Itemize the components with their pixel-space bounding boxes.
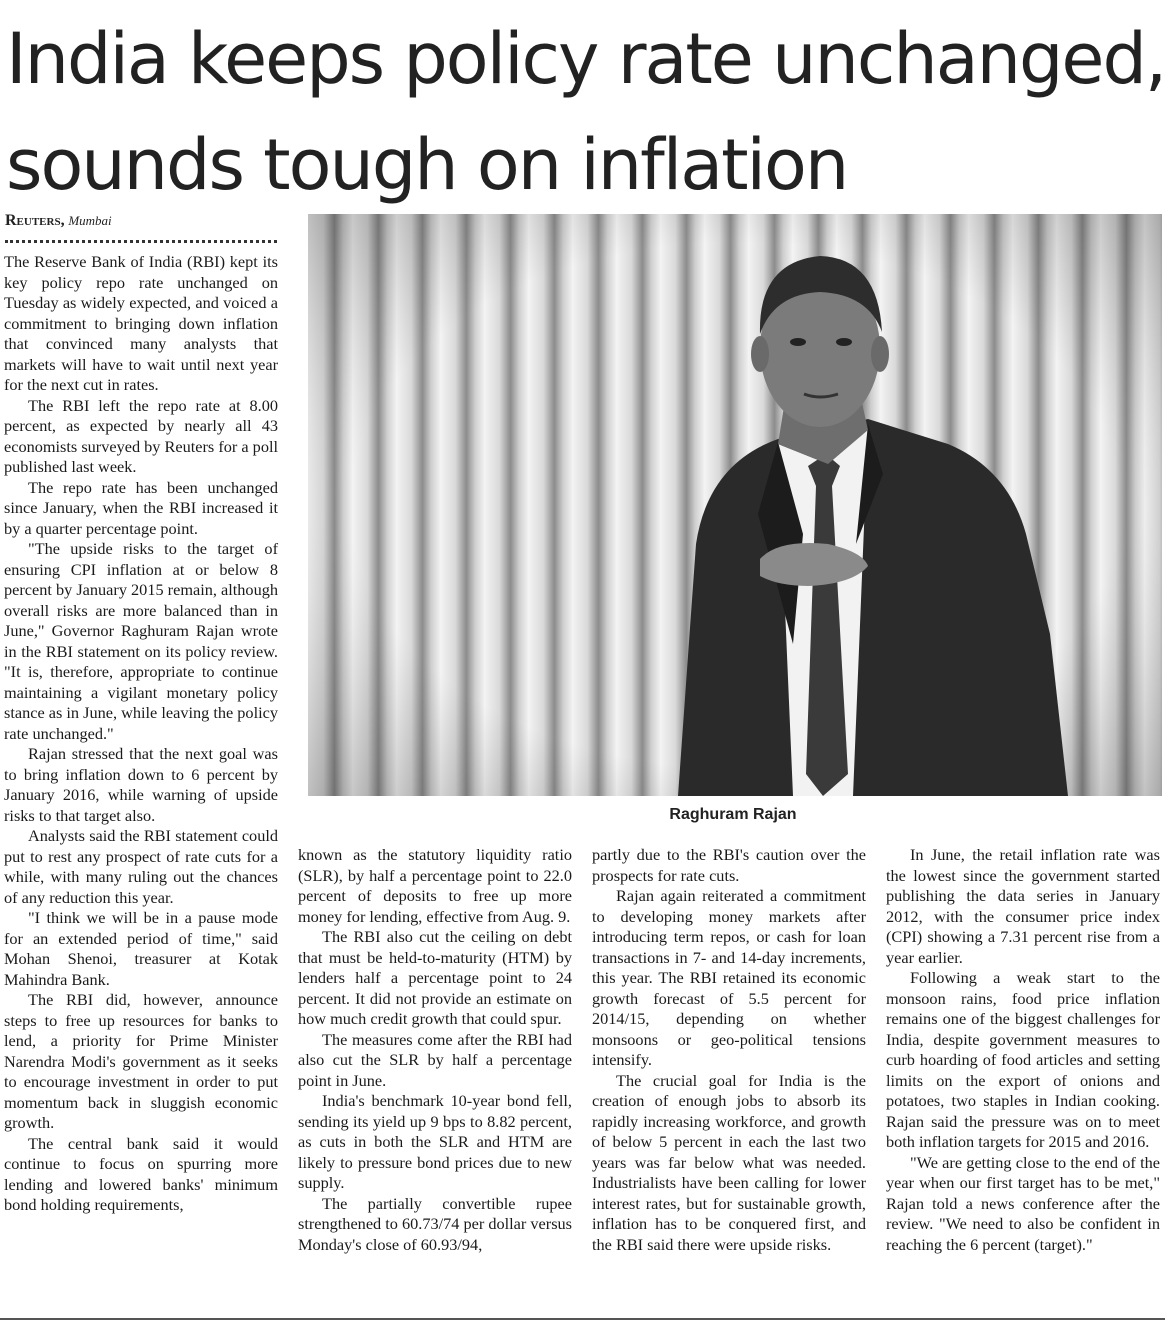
article-column-2 bbox=[298, 845, 572, 1255]
headline-line-2: sounds tough on inflation bbox=[6, 124, 848, 206]
article-paragraph: "I think we will be in a pause mode for an extended period of time," said Mohan Shenoi, treasurer at Kotak Mahindra Bank. bbox=[4, 908, 278, 989]
bottom-rule bbox=[0, 1318, 1165, 1320]
article-paragraph: "The upside risks to the target of ensuring CPI inflation at or below 8 percent by January 2015 remain, although overall risks are more balanced than in June," Governor Raghuram Rajan wrote in the RBI statement on its policy review. "It is, therefore, appropriate to continue maintaining a vigilant monetary policy stance as in June, while leaving the policy rate unchanged." bbox=[4, 539, 278, 743]
headline bbox=[6, 6, 1165, 218]
photo-caption: Raghuram Rajan bbox=[669, 806, 797, 823]
portrait-photo bbox=[308, 214, 1162, 796]
byline-agency: Reuters, bbox=[5, 212, 65, 229]
article-paragraph: India's benchmark 10-year bond fell, sending its yield up 9 bps to 8.82 percent, as cuts in both the SLR and HTM are likely to pressure bond prices due to new supply. bbox=[298, 1091, 572, 1192]
article-paragraph: Following a weak start to the monsoon rains, food price inflation remains one of the biggest challenges for India, despite government measures to curb hoarding of food articles and setting limits on the export of onions and potatoes, two staples in Indian cooking. Rajan said the pressure was on to meet both inflation targets for 2015 and 2016. bbox=[886, 968, 1160, 1151]
article-paragraph: Analysts said the RBI statement could put to rest any prospect of rate cuts for a while, with many ruling out the chances of any reduction this year. bbox=[4, 826, 278, 907]
article-paragraph: Rajan again reiterated a commitment to developing money markets after introducing term repos, or cash for loan transactions in 7- and 14-day increments, this year. The RBI retained its economic growth forecast of 5.5 percent for 2014/15, depending on whether monsoons or geo-political tensions intensify. bbox=[592, 886, 866, 1069]
article-paragraph: "We are getting close to the end of the year when our first target has to be met," Rajan told a news conference after the review. "We need to also be confident in reaching the 6 percent (target)." bbox=[886, 1152, 1160, 1254]
article-paragraph: The measures come after the RBI had also cut the SLR by half a percentage point in June. bbox=[298, 1029, 572, 1090]
article-paragraph: The Reserve Bank of India (RBI) kept its key policy repo rate unchanged on Tuesday as widely expected, and voiced a commitment to bringing down inflation that convinced many analysts that markets will have to wait until next year for the next cut in rates. bbox=[4, 252, 278, 394]
byline-city: Mumbai bbox=[68, 213, 112, 228]
article-column-3 bbox=[592, 845, 866, 1255]
article-paragraph: Rajan stressed that the next goal was to bring inflation down to 6 percent by January 2016, while warning of upside risks to that target also. bbox=[4, 744, 278, 825]
article-paragraph: known as the statutory liquidity ratio (SLR), by half a percentage point to 22.0 percent of deposits to free up more money for lending, effective from Aug. 9. bbox=[298, 845, 572, 926]
portrait-photo-illustration bbox=[308, 214, 1162, 796]
byline bbox=[5, 212, 112, 230]
article-paragraph: The partially convertible rupee strengthened to 60.73/74 per dollar versus Monday's close of 60.93/94, bbox=[298, 1193, 573, 1254]
article-paragraph: The repo rate has been unchanged since January, when the RBI increased it by a quarter percentage point. bbox=[4, 477, 278, 538]
article-paragraph: The crucial goal for India is the creation of enough jobs to absorb its rapidly increasing workforce, and growth of below 5 percent in each the last two years was far below what was needed. Industrialists have been calling for lower interest rates, but for sustainable growth, inflation has to be conquered first, and the RBI said there were upside risks. bbox=[592, 1070, 866, 1254]
byline-divider bbox=[5, 240, 277, 243]
article-paragraph: partly due to the RBI's caution over the prospects for rate cuts. bbox=[592, 845, 866, 885]
article-paragraph: The RBI left the repo rate at 8.00 percent, as expected by nearly all 43 economists surveyed by Reuters for a poll published last week. bbox=[4, 395, 279, 476]
article-column-4 bbox=[886, 845, 1160, 1255]
article-paragraph: In June, the retail inflation rate was the lowest since the government started publishing the data series in January 2012, with the consumer price index (CPI) showing a 7.31 percent rise from a year earlier. bbox=[886, 845, 1160, 967]
headline-line-1: India keeps policy rate unchanged, bbox=[6, 18, 1165, 100]
article-paragraph: The central bank said it would continue to focus on spurring more lending and lowered banks' minimum bond holding requirements, bbox=[4, 1133, 278, 1214]
article-paragraph: The RBI did, however, announce steps to free up resources for banks to lend, a priority for Prime Minister Narendra Modi's government as it seeks to encourage investment in order to put momentum back in sluggish economic growth. bbox=[4, 990, 278, 1132]
article-paragraph: The RBI also cut the ceiling on debt that must be held-to-maturity (HTM) by lenders half a percentage point to 24 percent. It did not provide an estimate on how much credit growth that could spur. bbox=[298, 927, 572, 1028]
article-column-1 bbox=[4, 252, 278, 1216]
